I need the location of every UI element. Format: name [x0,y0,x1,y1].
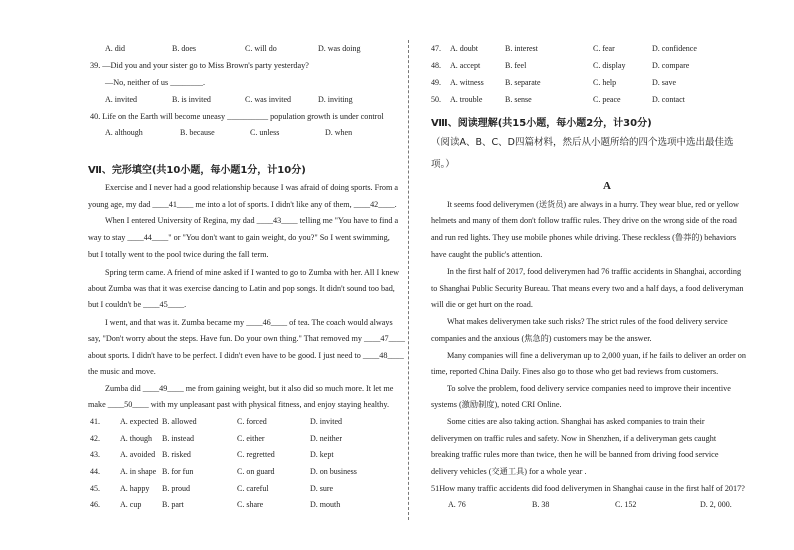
question-number: 44. [90,467,100,476]
answer-option: A. avoided [120,450,156,459]
q38-option-c: C. will do [245,44,277,53]
q40-option-a: A. although [105,128,143,137]
answer-option: B. proud [162,484,190,493]
cloze-passage-line: make ____50____ with my unpleasant past with physical fitness, and enjoy staying healthy. [88,400,389,409]
passage-a-title: A [603,180,611,192]
q51-option-b: B. 38 [532,500,550,509]
answer-option: B. interest [505,44,538,53]
answer-option: D. kept [310,450,334,459]
answer-option: B. part [162,500,184,509]
q39-option-d: D. inviting [318,95,353,104]
question-number: 48. [431,61,441,70]
column-divider [408,40,410,520]
q39-option-b: B. is invited [172,95,211,104]
q51-option-d: D. 2, 000. [700,500,732,509]
answer-option: D. confidence [652,44,697,53]
q51-option-c: C. 152 [615,500,637,509]
answer-option: C. fear [593,44,615,53]
q39-option-c: C. was invited [245,95,291,104]
reading-passage-line: Some cities are also taking action. Shanghai has asked companies to train their [447,417,705,426]
answer-option: B. sense [505,95,532,104]
answer-option: A. accept [450,61,481,70]
answer-option: C. careful [237,484,269,493]
answer-option: C. either [237,434,265,443]
answer-option: B. instead [162,434,194,443]
answer-option: B. allowed [162,417,197,426]
answer-option: A. happy [120,484,150,493]
answer-option: C. peace [593,95,621,104]
answer-option: A. trouble [450,95,483,104]
cloze-passage-line: but I totally went to the pool twice during the fall term. [88,250,269,259]
q40-option-c: C. unless [250,128,280,137]
answer-option: A. doubt [450,44,478,53]
cloze-passage-line: young age, my dad ____41____ me into a lot of sports. I didn't like any of them, ____42____. [88,200,397,209]
question-number: 42. [90,434,100,443]
q51-option-a: A. 76 [448,500,466,509]
answer-option: A. witness [450,78,484,87]
question-40: 40. Life on the Earth will become uneasy __________ population growth is under control [90,112,384,121]
section-8-heading: Ⅷ、阅读理解(共15小题，每小题2分，计30分) [431,118,652,129]
answer-option: D. sure [310,484,334,493]
answer-option: B. separate [505,78,541,87]
answer-option: D. mouth [310,500,341,509]
answer-option: C. display [593,61,626,70]
answer-option: D. contact [652,95,685,104]
reading-passage-line: companies and the anxious (焦急的) customers may be the answer. [431,334,652,343]
answer-option: C. share [237,500,264,509]
section-7-heading: Ⅶ、完形填空(共10小题，每小题1分，计10分) [88,165,306,176]
reading-passage-line: to Shanghai Public Security Bureau. That means every two and a half days, a food deliveryman [431,284,744,293]
reading-passage-line: have caught the public's attention. [431,250,543,259]
cloze-passage-line: way to stay ____44____" or "You don't want to gain weight, do you?" So I went swimming, [88,233,390,242]
answer-option: B. feel [505,61,527,70]
question-39-response: —No, neither of us ________. [105,78,206,87]
question-number: 49. [431,78,441,87]
cloze-passage-line: but I couldn't be ____45____. [88,300,187,309]
reading-passage-line: What makes deliverymen take such risks? The strict rules of the food delivery service [447,317,728,326]
question-51: 51How many traffic accidents did food deliverymen in Shanghai cause in the first half of 2017? [431,484,745,493]
answer-option: A. in shape [120,467,157,476]
question-number: 41. [90,417,100,426]
instruction-line-2: 项。） [431,159,455,170]
q39-option-a: A. invited [105,95,137,104]
reading-passage-line: To solve the problem, food delivery service companies need to improve their incentive [447,384,731,393]
reading-passage-line: time, reported China Daily. Fines also go to those who get bad reviews from customers. [431,367,719,376]
reading-passage-line: helmets and many of them don't follow traffic rules. They drive on the wrong side of the road [431,216,737,225]
reading-passage-line: and run red lights. They use mobile phones while driving. These reckless (鲁莽的) behaviors [431,233,737,242]
cloze-passage-line: about Zumba was that it was exercise dancing to Latin and pop songs. It didn't sound too bad, [88,284,395,293]
answer-option: A. cup [120,500,142,509]
instruction-line-1: （阅读A、B、C、D四篇材料，然后从小题所给的四个选项中选出最佳选 [431,137,734,148]
cloze-passage-line: Spring term came. A friend of mine asked if I wanted to go to Zumba with her. All I knew [105,268,399,277]
answer-option: B. for fun [162,467,194,476]
reading-passage-line: will die or get hurt on the road. [431,300,533,309]
cloze-passage-line: say, "Don't worry about the steps. Have fun. Do your own thing." That removed my ____47____ [88,334,405,343]
question-number: 47. [431,44,441,53]
answer-option: A. though [120,434,152,443]
answer-option: C. forced [237,417,267,426]
question-number: 45. [90,484,100,493]
q40-option-d: D. when [325,128,353,137]
reading-passage-line: deliverymen on traffic rules and safety. Now in Shenzhen, if a deliveryman gets caught [431,434,717,443]
question-number: 50. [431,95,441,104]
q38-option-d: D. was doing [318,44,361,53]
answer-option: A. expected [120,417,159,426]
question-39: 39. —Did you and your sister go to Miss Brown's party yesterday? [90,61,309,70]
cloze-passage-line: the music and move. [88,367,156,376]
reading-passage-line: breaking traffic rules more than twice, then he will be banned from driving food service [431,450,719,459]
answer-option: D. compare [652,61,690,70]
reading-passage-line: systems (激励制度), noted CRI Online. [431,400,562,409]
cloze-passage-line: Exercise and I never had a good relationship because I was afraid of doing sports. From a [105,183,399,192]
reading-passage-line: It seems food deliverymen (送货员) are always in a hurry. They wear blue, red or yellow [447,200,739,209]
q38-option-a: A. did [105,44,125,53]
q38-option-b: B. does [172,44,196,53]
cloze-passage-line: about sports. I didn't have to be perfect. I didn't even have to be good. I just need to ____48____ [88,351,404,360]
answer-option: B. risked [162,450,191,459]
answer-option: C. help [593,78,617,87]
question-number: 46. [90,500,100,509]
cloze-passage-line: Zumba did ____49____ me from gaining weight, but it also did so much more. It let me [105,384,394,393]
answer-option: C. on guard [237,467,275,476]
reading-passage-line: In the first half of 2017, food deliverymen had 76 traffic accidents in Shanghai, according [447,267,742,276]
reading-passage-line: delivery vehicles (交通工具) for a whole year . [431,467,587,476]
question-number: 43. [90,450,100,459]
cloze-passage-line: I went, and that was it. Zumba became my ____46____ of tea. The coach would always [105,318,393,327]
answer-option: C. regretted [237,450,275,459]
cloze-passage-line: When I entered University of Regina, my dad ____43____ telling me "You have to find a [105,216,399,225]
q40-option-b: B. because [180,128,215,137]
answer-option: D. invited [310,417,342,426]
answer-option: D. on business [310,467,357,476]
reading-passage-line: Many companies will fine a deliveryman up to 2,000 yuan, if he fails to deliver an order on [447,351,746,360]
answer-option: D. save [652,78,676,87]
answer-option: D. neither [310,434,342,443]
